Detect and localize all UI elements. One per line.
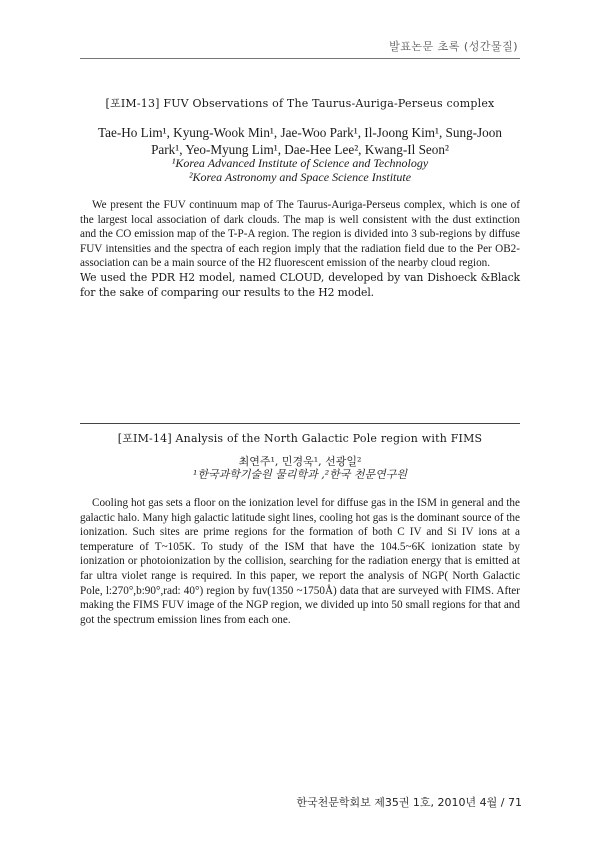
affiliation: ¹한국과학기술원 물리학과 ,²한국 천문연구원	[192, 468, 408, 481]
abstract-paragraph: Cooling hot gas sets a floor on the ionization level for diffuse gas in the ISM in general and the galactic halo. Many high galactic latitude sight lines, cooling hot gas is the dominant source of the ionization. Such sites are prime regions for the formation of both C IV and Si IV ions at a temperature of T~105K. To study of the ISM that have the 104.5~6K ionization state by ionization or photoionization by the collision, searching for the radiation energy that is emitted at far ultra violet range is required. In this paper, we report the analysis of NGP( North Galactic Pole, l:270°,b:90°,rad: 40°) region by fuv(1350 ~1750Å) data that are surveyed with FIMS. After making the FIMS FUV image of the NGP region, we divided up into 50 small regions for that and got the spectrum emission lines from each one.	[80, 497, 520, 626]
section-header: 발표논문 초록 (성간물질)	[389, 40, 518, 53]
affiliation: ²Korea Astronomy and Space Science Institute	[188, 170, 412, 184]
section-divider	[80, 423, 520, 424]
abstract-title: [포IM-14] Analysis of the North Galactic Pole region with FIMS	[117, 432, 483, 445]
header-divider	[80, 58, 520, 59]
page-footer: 한국천문학회보 제35권 1호, 2010년 4월 / 71	[296, 796, 522, 809]
affiliation: ¹Korea Advanced Institute of Science and Technology	[171, 156, 429, 170]
author-line: Tae-Ho Lim¹, Kyung-Wook Min¹, Jae-Woo Park¹, Il-Joong Kim¹, Sung-Joon	[98, 125, 502, 140]
abstract-title: [포IM-13] FUV Observations of The Taurus-Auriga-Perseus complex	[105, 97, 495, 110]
abstract-body	[80, 198, 520, 300]
author-list: 최연주¹, 민경욱¹, 선광일²	[238, 455, 362, 468]
abstract-body	[80, 496, 520, 627]
abstract-paragraph: We present the FUV continuum map of The Taurus-Auriga-Perseus complex, which is one of the largest local association of dark clouds. The map is well consistent with the dust extinction and the CO emission map of the T-P-A region. The region is divided into 3 sub-regions by diffuse FUV intensities and the spectra of each region imply that the radiation field due to the Per OB2-association can be a main source of the H2 fluorescent emission of the nearby cloud region.	[80, 199, 520, 270]
author-line: Park¹, Yeo-Myung Lim¹, Dae-Hee Lee², Kwang-Il Seon²	[151, 142, 449, 157]
abstract-paragraph: We used the PDR H2 model, named CLOUD, developed by van Dishoeck &Black for the sake of comparing our results to the H2 model.	[80, 270, 520, 299]
author-list	[80, 124, 520, 158]
